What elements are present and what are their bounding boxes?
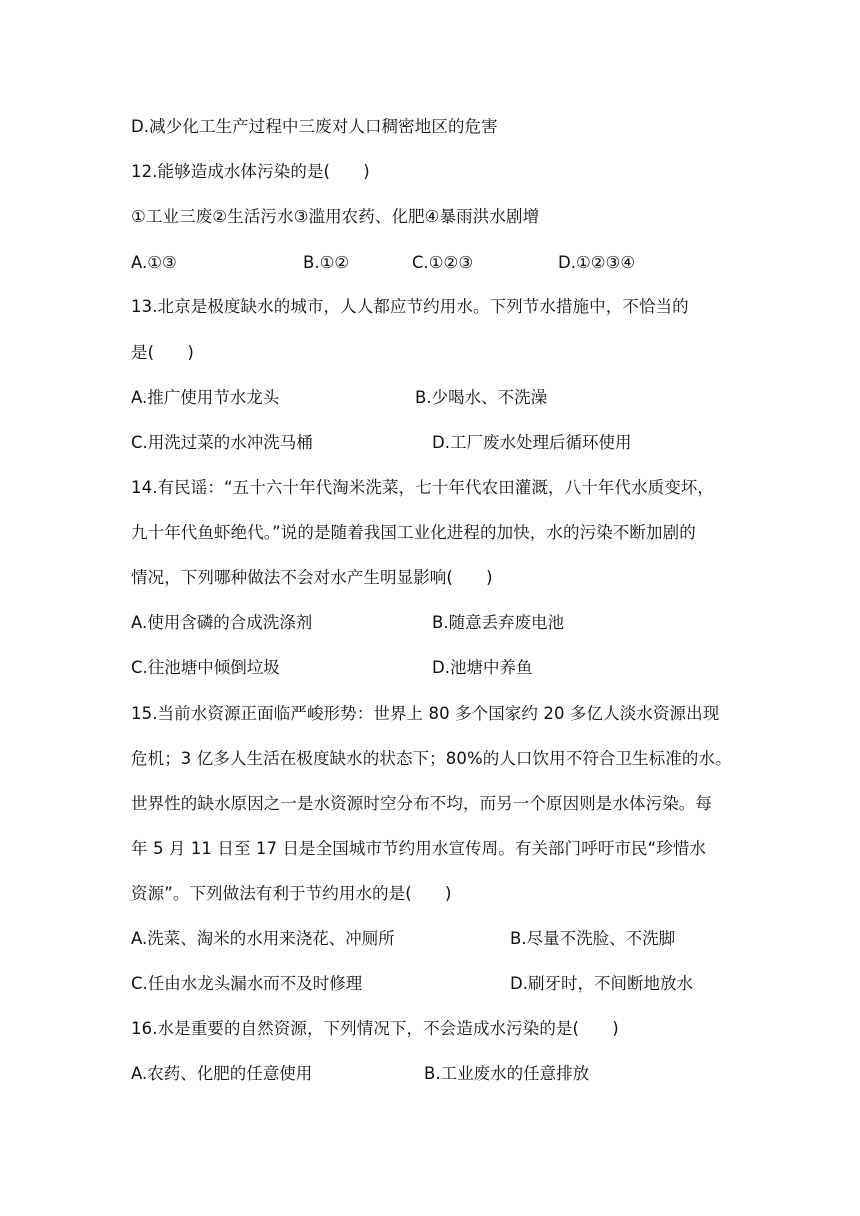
q15-stem-line3: 世界性的缺水原因之一是水资源时空分布不均，而另一个原因则是水体污染。每	[131, 794, 712, 813]
q13-stem-line1: 13.北京是极度缺水的城市，人人都应节约用水。下列节水措施中，不恰当的	[131, 297, 689, 316]
q14-stem-line2: 九十年代鱼虾绝代。”说的是随着我国工业化进程的加快，水的污染不断加剧的	[131, 523, 696, 542]
q13-option-a: A.推广使用节水龙头	[131, 388, 280, 407]
q14-option-a: A.使用含磷的合成洗涤剂	[131, 613, 313, 632]
q15-option-c: C.任由水龙头漏水而不及时修理	[131, 974, 363, 993]
q12-option-b: B.①②	[303, 253, 350, 272]
q16-stem: 16.水是重要的自然资源，下列情况下，不会造成水污染的是( )	[131, 1019, 619, 1038]
q15-option-a: A.洗菜、淘米的水用来浇花、冲厕所	[131, 929, 395, 948]
q15-option-b: B.尽量不洗脸、不洗脚	[510, 929, 676, 948]
q14-stem-line1: 14.有民谣：“五十六十年代淘米洗菜，七十年代农田灌溉，八十年代水质变坏，	[131, 478, 714, 497]
q11-option-d: D.减少化工生产过程中三废对人口稠密地区的危害	[131, 117, 498, 136]
q15-stem-line1: 15.当前水资源正面临严峻形势：世界上 80 多个国家约 20 多亿人淡水资源出现	[131, 704, 720, 723]
q12-option-a: A.①③	[131, 253, 177, 272]
q12-option-d: D.①②③④	[558, 253, 636, 272]
q15-option-d: D.刷牙时，不间断地放水	[510, 974, 693, 993]
q13-stem-line2: 是( )	[131, 343, 194, 362]
q14-option-c: C.往池塘中倾倒垃圾	[131, 658, 280, 677]
q12-stem: 12.能够造成水体污染的是( )	[131, 162, 370, 181]
q12-items: ①工业三废②生活污水③滥用农药、化肥④暴雨洪水剧增	[131, 207, 540, 226]
q13-option-b: B.少喝水、不洗澡	[415, 388, 548, 407]
q13-option-c: C.用洗过菜的水冲洗马桶	[131, 433, 313, 452]
q14-option-b: B.随意丢弃废电池	[432, 613, 565, 632]
q16-option-a: A.农药、化肥的任意使用	[131, 1064, 313, 1083]
q13-option-d: D.工厂废水处理后循环使用	[432, 433, 632, 452]
q15-stem-line2: 危机；3 亿多人生活在极度缺水的状态下；80%的人口饮用不符合卫生标准的水。	[131, 749, 732, 768]
q12-option-c: C.①②③	[412, 253, 474, 272]
q16-option-b: B.工业废水的任意排放	[424, 1064, 590, 1083]
q14-option-d: D.池塘中养鱼	[432, 658, 533, 677]
q15-stem-line4: 年 5 月 11 日至 17 日是全国城市节约用水宣传周。有关部门呼吁市民“珍惜水	[131, 839, 707, 858]
q14-stem-line3: 情况，下列哪种做法不会对水产生明显影响( )	[131, 568, 493, 587]
q15-stem-line5: 资源”。下列做法有利于节约用水的是( )	[131, 884, 452, 903]
